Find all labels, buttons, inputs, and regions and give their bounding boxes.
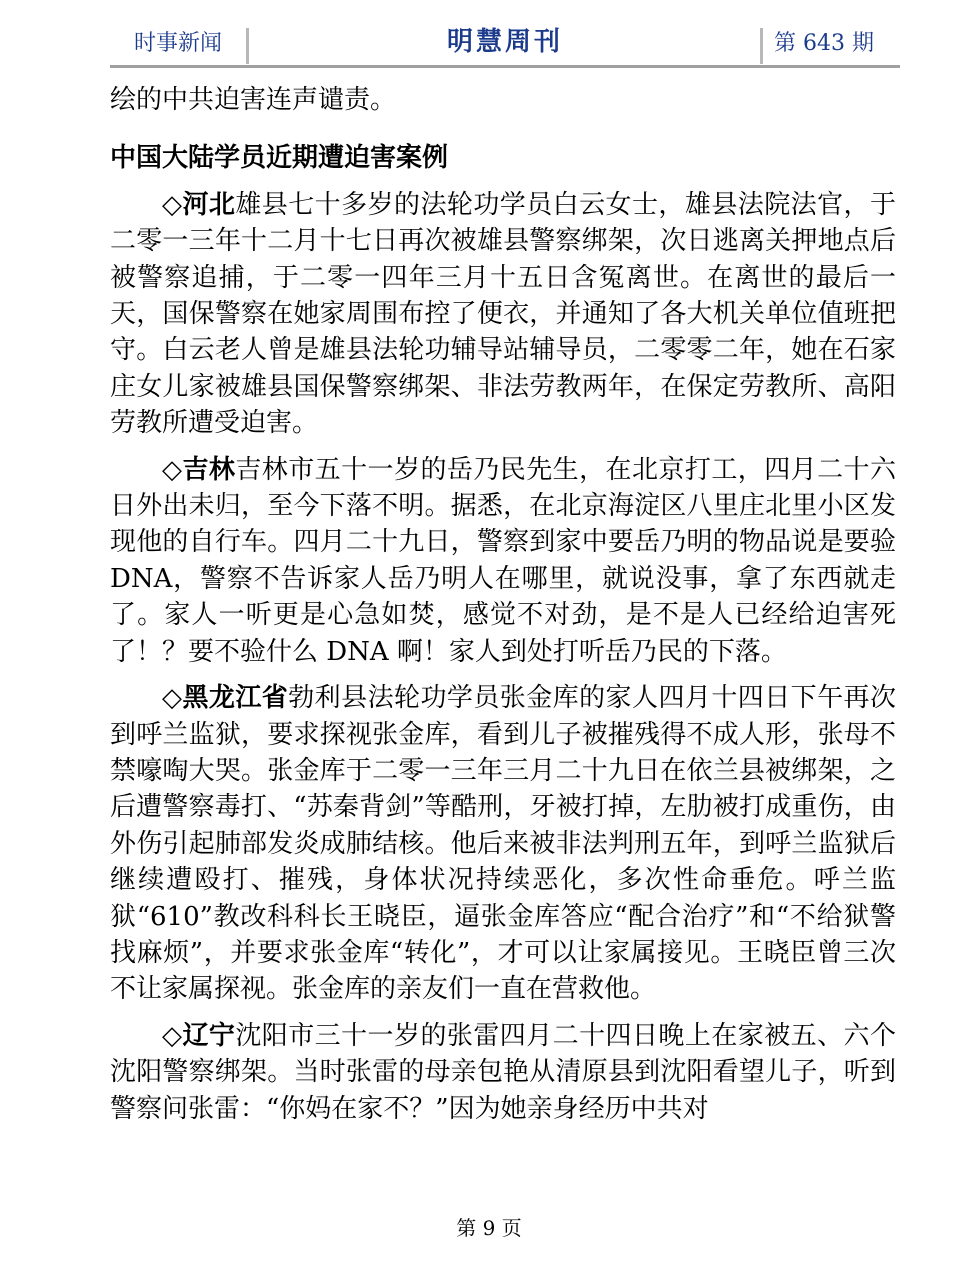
header-rule: [110, 65, 900, 68]
diamond-bullet-icon: ◇: [162, 683, 183, 714]
region-label: 辽宁: [182, 1020, 236, 1051]
header-divider: [760, 28, 763, 64]
section-heading: 中国大陆学员近期遭迫害案例: [110, 143, 449, 174]
case-text: 吉林市五十一岁的岳乃民先生，在北京打工，四月二十六日外出未归，至今下落不明。据悉，在北京海淀区八里庄北里小区发现他的自行车。四月二十九日，警察到家中要岳乃明的物品说是要验DNA，警察不告诉家人岳乃明人在哪里，就说没事，拿了东西就走了。家人一听更是心急如焚，感觉不对劲，是不是人已经给迫害死了！？要不验什么 DNA 啊！家人到处打听岳乃民的下落。: [110, 454, 896, 667]
case-text: 雄县七十多岁的法轮功学员白云女士，雄县法院法官，于二零一三年十二月十七日再次被雄县警察绑架，次日逃离关押地点后被警察追捕，于二零一四年三月十五日含冤离世。在离世的最后一天，国保警察在她家周围布控了便衣，并通知了各大机关单位值班把守。白云老人曾是雄县法轮功辅导站辅导员，二零零二年，她在石家庄女儿家被雄县国保警察绑架、非法劳教两年，在保定劳教所、高阳劳教所遭受迫害。: [110, 189, 896, 439]
region-label: 吉林: [182, 454, 236, 485]
region-label: 黑龙江省: [182, 683, 289, 714]
publication-title: 明慧周刊: [446, 27, 563, 57]
article-body: [110, 82, 896, 1127]
case-text: 勃利县法轮功学员张金库的家人四月十四日下午再次到呼兰监狱，要求探视张金库，看到儿子被摧残得不成人形，张母不禁嚎啕大哭。张金库于二零一三年三月二十九日在依兰县被绑架，之后遭警察毒打、“苏秦背剑”等酷刑，牙被打掉，左肋被打成重伤，由外伤引起肺部发炎成肺结核。他后来被非法判刑五年，到呼兰监狱后继续遭殴打、摧残，身体状况持续恶化，多次性命垂危。呼兰监狱“610”教改科科长王晓臣，逼张金库答应“配合治疗”和“不给狱警找麻烦”，并要求张金库“转化”，才可以让家属接见。王晓臣曾三次不让家属探视。张金库的亲友们一直在营救他。: [110, 683, 896, 1005]
case-paragraph-jilin: [110, 452, 896, 670]
case-paragraph-hebei: [110, 187, 896, 442]
case-paragraph-liaoning: [110, 1018, 896, 1127]
section-label: 时事新闻: [133, 31, 222, 56]
diamond-bullet-icon: ◇: [162, 454, 183, 485]
case-text: 沈阳市三十一岁的张雷四月二十四日晚上在家被五、六个沈阳警察绑架。当时张雷的母亲包艳从清原县到沈阳看望儿子，听到警察问张雷：“你妈在家不？”因为她亲身经历中共对: [110, 1020, 896, 1124]
issue-number: 第 643 期: [774, 31, 874, 56]
case-paragraph-heilongjiang: [110, 680, 896, 1008]
header-divider: [246, 28, 249, 64]
lead-paragraph: 绘的中共迫害连声谴责。: [110, 85, 397, 115]
page-header: [110, 24, 900, 68]
diamond-bullet-icon: ◇: [162, 1020, 183, 1051]
diamond-bullet-icon: ◇: [162, 189, 183, 220]
region-label: 河北: [182, 189, 236, 220]
page-number: 第 9 页: [456, 1216, 522, 1240]
